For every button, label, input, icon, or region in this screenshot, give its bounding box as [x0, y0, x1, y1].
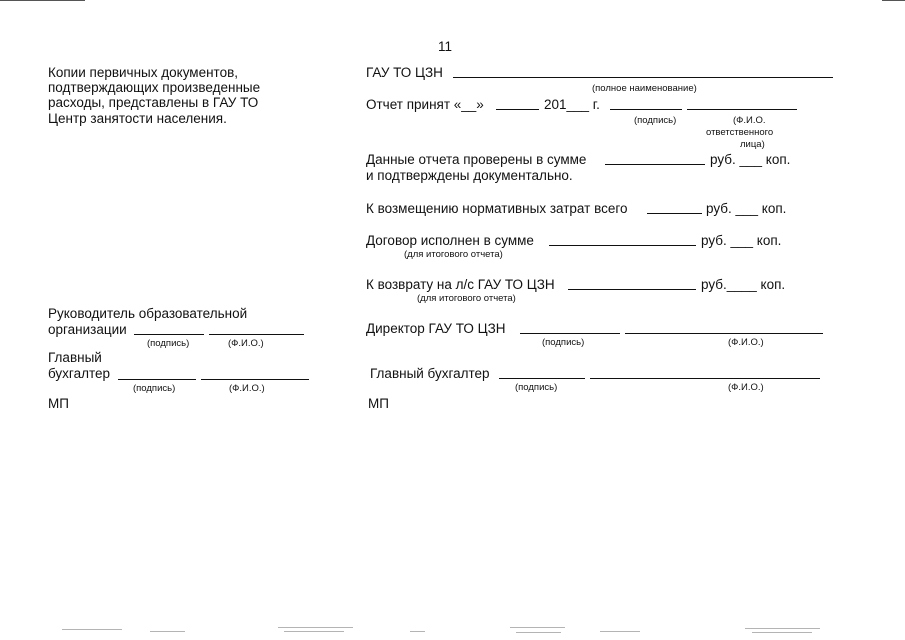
scan-artifact [62, 629, 122, 630]
refund-caption: (для итогового отчета) [417, 293, 516, 304]
left-intro-line-3: расходы, представлены в ГАУ ТО [48, 95, 259, 110]
director-sign-line [520, 333, 620, 334]
checked-rub: руб. ___ коп. [710, 152, 791, 167]
head-sign-caption: (подпись) [147, 338, 190, 349]
checked-line-2: и подтверждены документально. [366, 168, 573, 183]
report-sign-line [610, 109, 682, 110]
left-accountant-name-line [201, 379, 309, 380]
scan-artifact [284, 631, 344, 632]
director-name-caption: (Ф.И.О.) [728, 337, 764, 348]
left-intro-line-2: подтверждающих произведенные [48, 80, 261, 95]
checked-sum-line [605, 164, 705, 165]
contract-label: Договор исполнен в сумме [366, 233, 534, 248]
refund-rub: руб.____ коп. [701, 277, 786, 292]
left-stamp: МП [48, 396, 69, 411]
report-name-caption-1: (Ф.И.О. [733, 115, 766, 126]
head-title-line-2: организации [48, 322, 127, 337]
left-accountant-title-line-2: бухгалтер [48, 366, 110, 381]
reimburse-label: К возмещению нормативных затрат всего [366, 201, 628, 216]
contract-rub: руб. ___ коп. [701, 233, 782, 248]
checked-line-1: Данные отчета проверены в сумме [366, 152, 587, 167]
org-name-line [453, 77, 833, 78]
scan-artifact [410, 631, 425, 632]
head-title-line-1: Руководитель образовательной [48, 306, 248, 321]
contract-sum-line [549, 245, 696, 246]
director-label: Директор ГАУ ТО ЦЗН [366, 321, 506, 336]
right-accountant-name-line [590, 378, 820, 379]
reimburse-rub: руб. ___ коп. [706, 201, 787, 216]
contract-caption: (для итогового отчета) [404, 249, 503, 260]
scan-artifact [510, 627, 565, 628]
right-stamp: МП [368, 396, 389, 411]
director-sign-caption: (подпись) [542, 337, 585, 348]
org-label: ГАУ ТО ЦЗН [366, 65, 443, 80]
refund-sum-line [568, 289, 696, 290]
director-name-line [625, 333, 823, 334]
report-accepted-label: Отчет принят «__» [366, 97, 484, 112]
page-number: 11 [438, 39, 453, 54]
refund-label: К возврату на л/с ГАУ ТО ЦЗН [366, 277, 555, 292]
right-accountant-sign-line [499, 378, 585, 379]
top-edge-rule-right [882, 0, 905, 1]
left-intro-line-4: Центр занятости населения. [48, 111, 227, 126]
report-name-line [687, 109, 797, 110]
right-accountant-label: Главный бухгалтер [370, 366, 490, 381]
head-name-caption: (Ф.И.О.) [228, 338, 264, 349]
reimburse-sum-line [647, 213, 702, 214]
scan-artifact [745, 628, 820, 629]
scan-artifact [278, 627, 353, 628]
right-accountant-name-caption: (Ф.И.О.) [728, 382, 764, 393]
report-year: 201___ г. [544, 97, 600, 112]
report-name-caption-3: лица) [740, 139, 765, 150]
org-caption: (полное наименование) [592, 83, 697, 94]
report-sign-caption: (подпись) [634, 115, 677, 126]
head-name-line [209, 334, 304, 335]
left-accountant-sign-caption: (подпись) [133, 383, 176, 394]
scan-artifact [752, 632, 812, 633]
report-month-line [496, 109, 539, 110]
scan-artifact [600, 631, 640, 632]
left-accountant-title-line-1: Главный [48, 350, 102, 365]
left-accountant-sign-line [118, 379, 196, 380]
right-accountant-sign-caption: (подпись) [515, 382, 558, 393]
head-sign-line [134, 334, 204, 335]
left-accountant-name-caption: (Ф.И.О.) [229, 383, 265, 394]
report-name-caption-2: ответственного [706, 127, 774, 138]
left-intro-line-1: Копии первичных документов, [48, 65, 238, 80]
top-edge-rule-left [0, 0, 85, 1]
scan-artifact [516, 632, 561, 633]
scan-artifact [150, 631, 185, 632]
